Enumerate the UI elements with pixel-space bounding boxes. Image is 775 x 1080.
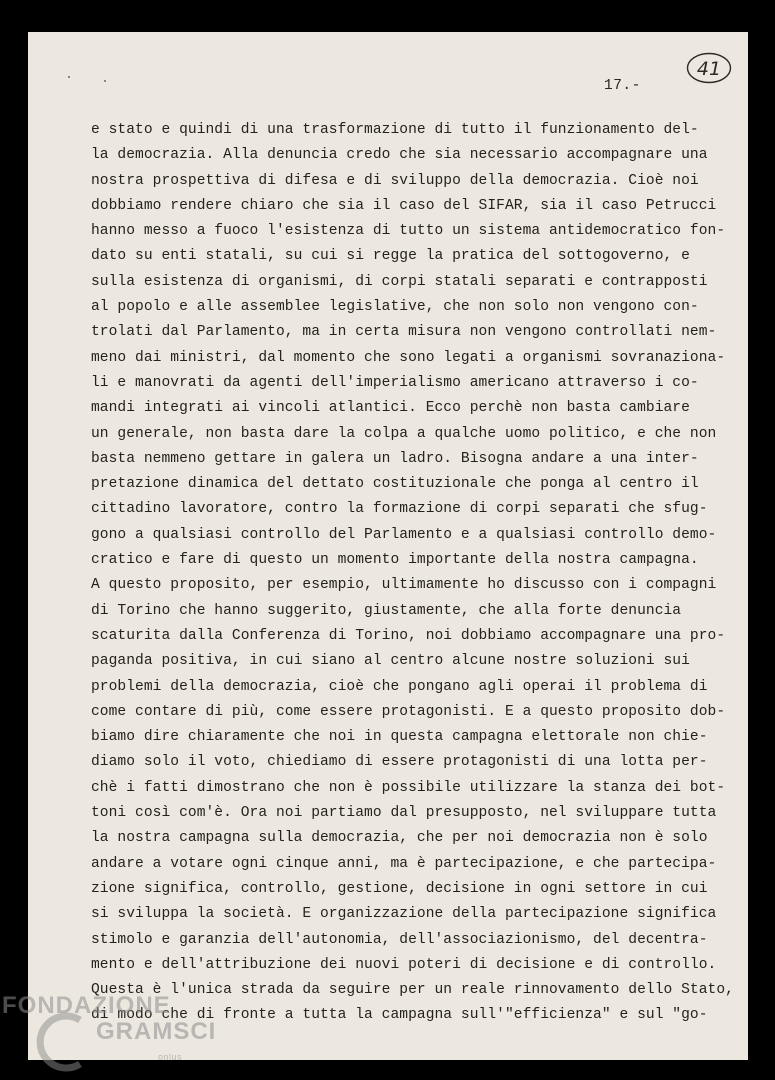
text-line: scaturita dalla Conferenza di Torino, noi dobbiamo accompagnare una pro- xyxy=(91,627,726,644)
text-line: Questa è l'unica strada da seguire per un reale rinnovamento dello Stato, xyxy=(91,982,734,999)
text-line: gono a qualsiasi controllo del Parlamento e a qualsiasi controllo demo- xyxy=(91,526,717,543)
text-line: trolati dal Parlamento, ma in certa misura non vengono controllati nem- xyxy=(91,324,717,341)
watermark-line-3: onlus xyxy=(158,1052,183,1062)
watermark-line-1: FONDAZIONE xyxy=(2,992,171,1019)
text-line: cittadino lavoratore, contro la formazione di corpi separati che sfug- xyxy=(91,501,708,518)
text-line: la democrazia. Alla denuncia credo che sia necessario accompagnare una xyxy=(91,147,708,164)
paper-speck xyxy=(68,76,70,78)
text-line: biamo dire chiaramente che noi in questa campagna elettorale non chie- xyxy=(91,729,708,746)
text-line: problemi della democrazia, cioè che pongano agli operai il problema di xyxy=(91,678,708,695)
paper-speck xyxy=(104,80,106,82)
text-line: di Torino che hanno suggerito, giustamente, che alla forte denuncia xyxy=(91,602,682,619)
text-line: li e manovrati da agenti dell'imperialismo americano attraverso i co- xyxy=(91,374,699,391)
text-line: mandi integrati ai vincoli atlantici. Ecco perchè non basta cambiare xyxy=(91,400,690,417)
text-line: mento e dell'attribuzione dei nuovi poteri di decisione e di controllo. xyxy=(91,956,717,973)
text-line: e stato e quindi di una trasformazione di tutto il funzionamento del- xyxy=(91,122,699,138)
folio-circle-icon xyxy=(686,52,732,84)
text-line: un generale, non basta dare la colpa a qualche uomo politico, e che non xyxy=(91,425,717,442)
text-line: zione significa, controllo, gestione, decisione in ogni settore in cui xyxy=(91,880,708,897)
page-number: 17.- xyxy=(604,78,641,94)
text-line: chè i fatti dimostrano che non è possibile utilizzare la stanza dei bot- xyxy=(91,779,726,796)
text-line: paganda positiva, in cui siano al centro alcune nostre soluzioni sui xyxy=(91,653,690,670)
text-line: toni così com'è. Ora noi partiamo dal presupposto, nel sviluppare tutta xyxy=(91,805,717,822)
text-line: dobbiamo rendere chiaro che sia il caso del SIFAR, sia il caso Petrucci xyxy=(91,197,717,214)
text-line: diamo solo il voto, chiediamo di essere protagonisti di una lotta per- xyxy=(91,754,708,771)
text-line: andare a votare ogni cinque anni, ma è partecipazione, e che partecipa- xyxy=(91,855,717,872)
text-line: pretazione dinamica del dettato costituzionale che ponga al centro il xyxy=(91,476,699,493)
text-line: stimolo e garanzia dell'autonomia, dell'associazionismo, del decentra- xyxy=(91,931,708,948)
body-text xyxy=(91,118,734,1029)
text-line: basta nemmeno gettare in galera un ladro. Bisogna andare a una inter- xyxy=(91,450,699,467)
text-line: A questo proposito, per esempio, ultimamente ho discusso con i compagni xyxy=(91,577,717,594)
text-line: sulla esistenza di organismi, di corpi statali separati e contrapposti xyxy=(91,273,708,290)
folio-number: 41 xyxy=(696,58,722,80)
text-line: nostra prospettiva di difesa e di sviluppo della democrazia. Cioè noi xyxy=(91,172,699,189)
text-line: meno dai ministri, dal momento che sono legati a organismi sovranaziona- xyxy=(91,349,726,366)
text-line: si sviluppa la società. E organizzazione della partecipazione significa xyxy=(91,906,717,923)
watermark-line-2: GRAMSCI xyxy=(96,1018,217,1045)
text-line: dato su enti statali, su cui si regge la pratica del sottogoverno, e xyxy=(91,248,690,265)
text-line: di modo che di fronte a tutta la campagna sull'"efficienza" e sul "go- xyxy=(91,1007,708,1024)
text-line: al popolo e alle assemblee legislative, che non solo non vengono con- xyxy=(91,299,699,316)
text-line: hanno messo a fuoco l'esistenza di tutto un sistema antidemocratico fon- xyxy=(91,223,726,240)
text-line: come contare di più, come essere protagonisti. E a questo proposito dob- xyxy=(91,703,726,720)
text-line: la nostra campagna sulla democrazia, che per noi democrazia non è solo xyxy=(91,830,708,847)
document-page xyxy=(28,32,748,1060)
text-line: cratico e fare di questo un momento importante della nostra campagna. xyxy=(91,552,699,569)
folio-stamp xyxy=(686,52,732,84)
